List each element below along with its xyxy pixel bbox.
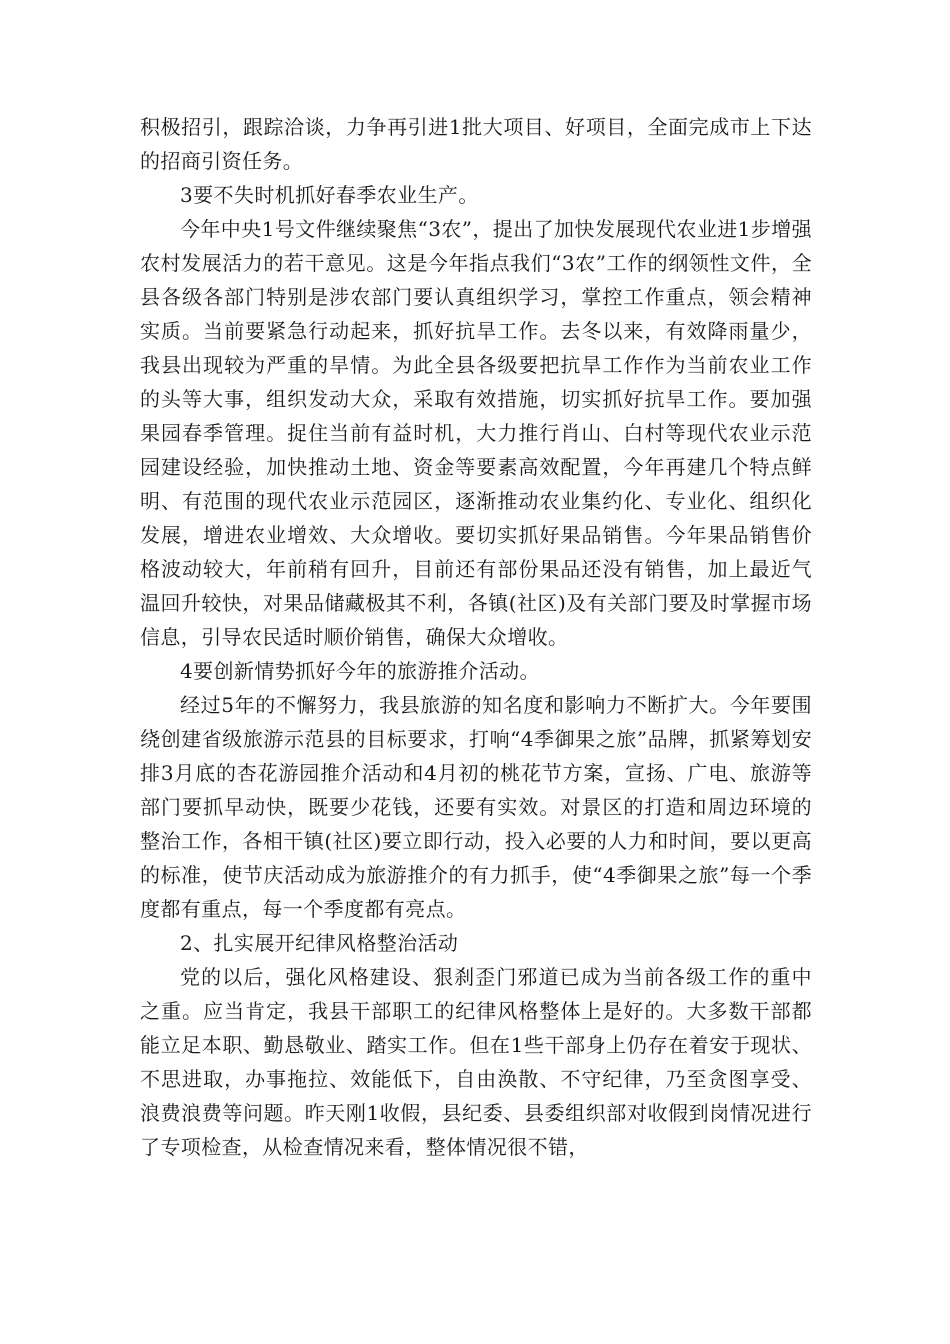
document-body bbox=[140, 110, 812, 1164]
paragraph-heading-tourism: 4要创新情势抓好今年的旅游推介活动。 bbox=[180, 659, 540, 683]
paragraph-discipline: 党的以后，强化风格建设、狠刹歪门邪道已成为当前各级工作的重中之重。应当肯定，我县干部职工的纪律风格整体上是好的。大多数干部都能立足本职、勤恳敬业、踏实工作。但在1些干部身上仍存在着安于现状、不思进取，办事拖拉、效能低下，自由涣散、不守纪律，乃至贪图享受、浪费浪费等问题。昨天刚1收假，县纪委、县委组织部对收假到岗情况进行了专项检查，从检查情况来看，整体情况很不错， bbox=[140, 965, 812, 1159]
paragraph-tourism: 经过5年的不懈努力，我县旅游的知名度和影响力不断扩大。今年要围绕创建省级旅游示范县的目标要求，打响“4季御果之旅”品牌，抓紧筹划安排3月底的杏花游园推介活动和4月初的桃花节方案，宣扬、广电、旅游等部门要抓早动快，既要少花钱，还要有实效。对景区的打造和周边环境的整治工作，各相干镇(社区)要立即行动，投入必要的人力和时间，要以更高的标准，使节庆活动成为旅游推介的有力抓手，使“4季御果之旅”每一个季度都有重点，每一个季度都有亮点。 bbox=[140, 693, 812, 921]
paragraph-heading-discipline: 2、扎实展开纪律风格整治活动 bbox=[180, 931, 459, 955]
paragraph-continued: 积极招引，跟踪洽谈，力争再引进1批大项目、好项目，全面完成市上下达的招商引资任务。 bbox=[140, 115, 812, 173]
paragraph-agriculture: 今年中央1号文件继续聚焦“3农”，提出了加快发展现代农业进1步增强农村发展活力的若干意见。这是今年指点我们“3农”工作的纲领性文件，全县各级各部门特别是涉农部门要认真组织学习，掌控工作重点，领会精神实质。当前要紧急行动起来，抓好抗旱工作。去冬以来，有效降雨量少，我县出现较为严重的旱情。为此全县各级要把抗旱工作作为当前农业工作的头等大事，组织发动大众，采取有效措施，切实抓好抗旱工作。要加强果园春季管理。捉住当前有益时机，大力推行肖山、白村等现代农业示范园建设经验，加快推动土地、资金等要素高效配置，今年再建几个特点鲜明、有范围的现代农业示范园区，逐渐推动农业集约化、专业化、组织化发展，增进农业增效、大众增收。要切实抓好果品销售。今年果品销售价格波动较大，年前稍有回升，目前还有部份果品还没有销售，加上最近气温回升较快，对果品储藏极其不利，各镇(社区)及有关部门要及时掌握市场信息，引导农民适时顺价销售，确保大众增收。 bbox=[140, 217, 812, 649]
paragraph-heading-spring-agriculture: 3要不失时机抓好春季农业生产。 bbox=[180, 183, 479, 207]
